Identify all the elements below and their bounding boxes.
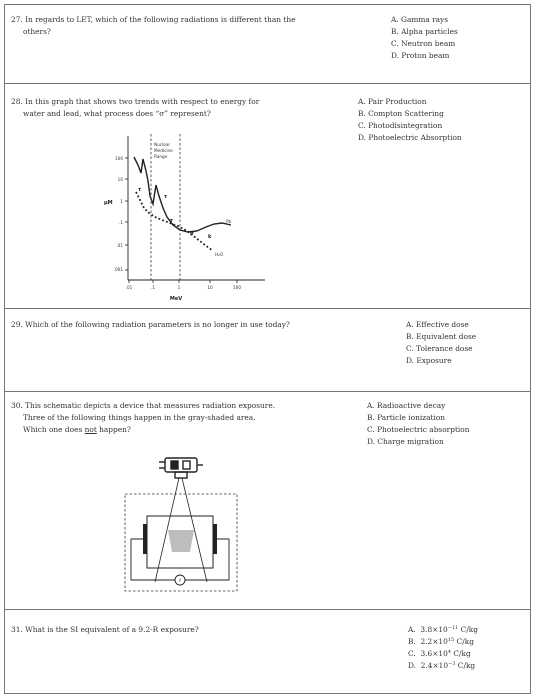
question-number: 28. [11, 97, 23, 106]
question-stem: 28. In this graph that shows two trends with respect to energy for water and lead, what process does “σ” represent? [11, 97, 260, 118]
y-axis-label: μM [104, 200, 113, 206]
option-c[interactable]: C. $3.6\times 10^4$ C/kg [408, 649, 471, 658]
y-tick-label: .1 [119, 220, 123, 225]
option-d[interactable]: D. Photoelectric Absorption [358, 133, 462, 142]
sigma-label: σ [169, 218, 173, 224]
answer-options [408, 624, 478, 672]
option-c[interactable]: C. Neutron beam [391, 39, 456, 48]
question-31 [5, 609, 530, 695]
question-30 [5, 391, 530, 609]
question-number: 31. [11, 625, 23, 634]
gray-shaded-area [168, 530, 194, 552]
option-d[interactable]: D. Charge migration [367, 437, 444, 446]
tau-label: τ [164, 194, 168, 200]
water-label: H₂O [215, 252, 224, 257]
x-tick-label: .1 [151, 285, 155, 290]
option-b[interactable]: B. Equivalent dose [406, 332, 477, 341]
option-d[interactable]: D. Exposure [406, 356, 452, 365]
question-28 [5, 83, 530, 308]
range-label: Nuclear [154, 142, 171, 147]
question-number: 29. [11, 320, 23, 329]
option-a[interactable]: A. Pair Production [358, 97, 427, 106]
answer-options [358, 96, 462, 144]
question-stem: 27. In regards to LET, which of the following radiations is different than the others? [11, 15, 296, 36]
pb-label: Pb [226, 219, 232, 224]
option-a[interactable]: A. Radioactive decay [367, 401, 446, 410]
option-d[interactable]: D. $2.4\times 10^{-3}$ C/kg [408, 661, 476, 670]
water-curve [136, 192, 213, 251]
question-27 [5, 5, 530, 83]
option-b[interactable]: B. $2.2\times 10^{15}$ C/kg [408, 637, 474, 646]
answer-options [406, 319, 476, 367]
x-axis-label: MeV [169, 296, 183, 302]
y-tick-label: 100 [115, 156, 123, 161]
question-number: 30. [11, 401, 23, 410]
option-b[interactable]: B. Particle ionization [367, 413, 446, 422]
option-a[interactable]: A. $3.8\times 10^{-11}$ C/kg [408, 625, 479, 634]
electrode-plate-left [143, 524, 147, 554]
option-c[interactable]: C. Photoelectric absorption [367, 425, 470, 434]
x-tick-label: 10 [207, 285, 213, 290]
question-number: 27. [11, 15, 23, 24]
option-c[interactable]: C. Photodisintegration [358, 121, 443, 130]
meter-label: i [179, 578, 181, 584]
y-tick-label: 1 [120, 199, 123, 204]
attenuation-graph [5, 84, 265, 309]
answer-options [367, 400, 469, 448]
sigma-label: σ [190, 231, 194, 237]
ionization-chamber-schematic [115, 452, 245, 602]
range-label: Range [154, 154, 168, 159]
option-b[interactable]: B. Alpha particles [391, 27, 458, 36]
electrode-plate-right [213, 524, 217, 554]
x-tick-label: .01 [125, 285, 133, 290]
option-c[interactable]: C. Tolerance dose [406, 344, 473, 353]
option-d[interactable]: D. Proton beam [391, 51, 450, 60]
question-29 [5, 308, 530, 391]
y-tick-label: .001 [113, 267, 123, 272]
range-label: Medicine [154, 148, 173, 153]
x-tick-label: 100 [233, 285, 241, 290]
option-a[interactable]: A. Gamma rays [391, 15, 449, 24]
question-stem: 29. Which of the following radiation parameters is no longer in use today? [11, 320, 290, 329]
radiation-source-icon [159, 458, 203, 478]
y-tick-label: 10 [117, 177, 123, 182]
lead-curve [134, 157, 231, 232]
answer-options [391, 14, 458, 62]
question-stem: 30. This schematic depicts a device that measures radiation exposure. Three of the following things happen in the gray-shaded area. Which one does not happen? [11, 401, 276, 434]
tau-label: τ [138, 187, 142, 193]
y-tick-label: .01 [116, 243, 123, 248]
question-stem: 31. What is the SI equivalent of a 9.2-R exposure? [11, 625, 199, 634]
x-tick-label: 1 [177, 285, 181, 290]
exam-page [4, 4, 531, 694]
option-b[interactable]: B. Compton Scattering [358, 109, 444, 118]
k-label: k [208, 234, 212, 240]
option-a[interactable]: A. Effective dose [406, 320, 469, 329]
